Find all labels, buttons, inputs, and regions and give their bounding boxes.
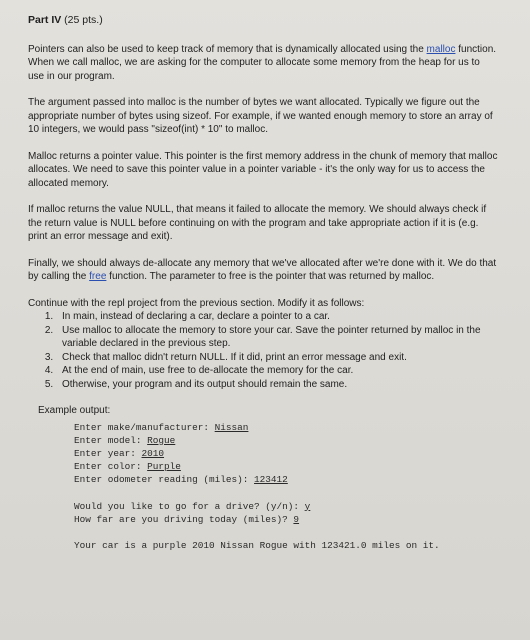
code-line: Enter model: Rogue xyxy=(74,434,176,446)
paragraph-malloc-intro xyxy=(28,43,498,84)
code-line: Enter make/manufacturer: Nissan xyxy=(74,421,249,433)
code-line: Would you like to go for a drive? (y/n): y xyxy=(74,500,311,512)
section-heading-bold: Part IV xyxy=(28,14,62,26)
paragraph-free xyxy=(28,257,498,284)
code-line: How far are you driving today (miles)? 9 xyxy=(74,513,300,525)
paragraph-text: Pointers can also be used to keep track of memory that is dynamically allocated using the xyxy=(28,43,427,55)
code-line: Enter odometer reading (miles): 123412 xyxy=(74,474,288,486)
step-item: 4. At the end of main, use free to de-allocate the memory for the car. xyxy=(56,364,506,378)
step-item: 5. Otherwise, your program and its output should remain the same. xyxy=(56,378,506,392)
free-link[interactable]: free xyxy=(89,271,107,282)
paragraph-malloc-return: Malloc returns a pointer value. This pointer is the first memory address in the chunk of memory that malloc allocates. We need to save this pointer value in a pointer variable - it's the only way for us to access the allocated memory. xyxy=(28,150,498,189)
instruction-steps xyxy=(28,310,506,391)
step-item: 1. In main, instead of declaring a car, declare a pointer to a car. xyxy=(56,310,506,324)
section-heading xyxy=(28,14,512,28)
code-gap xyxy=(74,526,512,539)
malloc-link[interactable]: malloc xyxy=(426,43,456,55)
step-item: 2. Use malloc to allocate the memory to store your car. Save the pointer returned by malloc in the variable declared in the previous step. xyxy=(56,324,506,351)
paragraph-text: function. The parameter to free is the pointer that was returned by malloc. xyxy=(106,271,435,282)
code-line: Enter year: 2010 xyxy=(74,447,165,459)
code-line: Your car is a purple 2010 Nissan Rogue with 123421.0 miles on it. xyxy=(74,539,440,551)
paragraph-null-check: If malloc returns the value NULL, that means it failed to allocate the memory. We should always check if the return value is NULL before continuing on with the program and take appropriate action if it is (e.g. print an error message and exit). xyxy=(28,204,487,242)
example-output-block xyxy=(74,421,512,553)
paragraph-text: function. When we call malloc, we are asking for the computer to allocate some memory from the heap for us to use in our program. xyxy=(28,43,497,82)
code-line: Enter color: Purple xyxy=(74,461,181,473)
section-heading-points: (25 pts.) xyxy=(61,14,103,26)
paragraph-text: Finally, we should always de-allocate any memory that we've allocated after we're done with it. We do that by calling the xyxy=(28,257,497,282)
example-output-title: Example output: xyxy=(38,405,111,416)
code-gap xyxy=(74,487,512,500)
paragraph-instructions: Continue with the repl project from the previous section. Modify it as follows: xyxy=(28,297,365,309)
step-item: 3. Check that malloc didn't return NULL. If it did, print an error message and exit. xyxy=(56,351,506,365)
paragraph-malloc-argument: The argument passed into malloc is the number of bytes we want allocated. Typically we figure out the appropriate number of bytes using sizeof. For example, if we wanted enough memory to store an array of 10 integers, we would pass "sizeof(int) * 10" to malloc. xyxy=(28,97,493,135)
